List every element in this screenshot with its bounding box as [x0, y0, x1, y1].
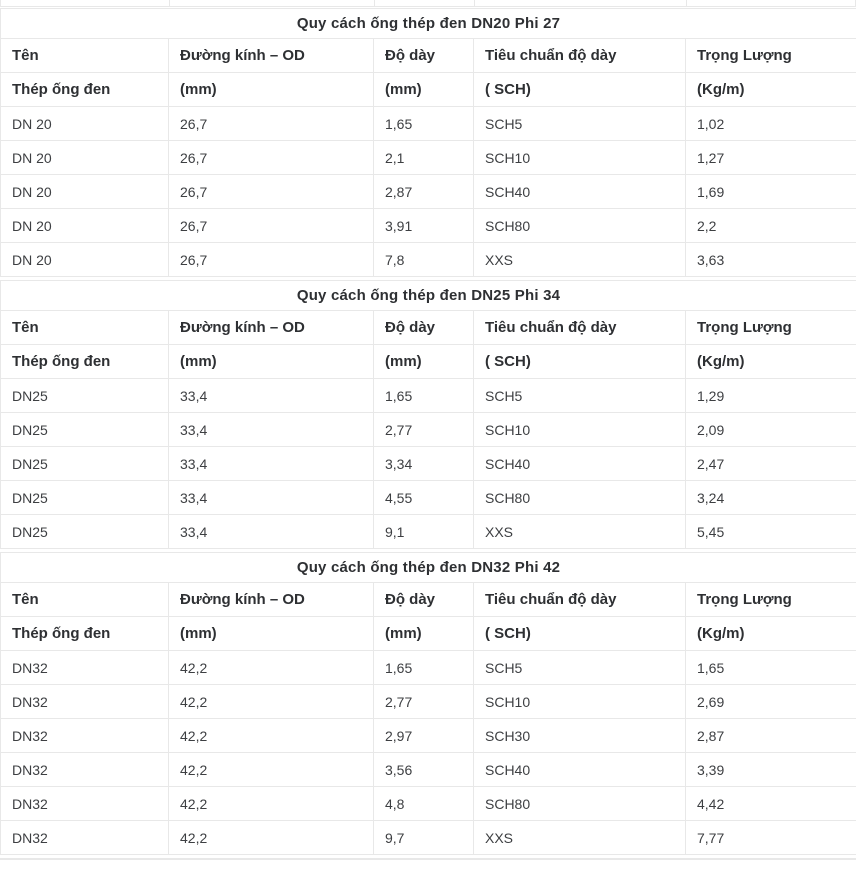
cell: 42,2	[169, 685, 374, 719]
units-header: (mm)	[374, 345, 474, 379]
cell: DN 20	[1, 175, 169, 209]
spec-table-body	[1, 9, 856, 277]
cell: DN 20	[1, 141, 169, 175]
column-header: Tên	[1, 583, 169, 617]
cell: 1,29	[686, 379, 856, 413]
table-title-row	[1, 9, 856, 39]
cell: 1,65	[686, 651, 856, 685]
cell: DN25	[1, 481, 169, 515]
cell: 33,4	[169, 481, 374, 515]
cutoff-cell	[374, 0, 474, 6]
units-header: ( SCH)	[474, 617, 686, 651]
units-header: (Kg/m)	[686, 73, 856, 107]
cutoff-cell	[686, 0, 856, 6]
cell: 33,4	[169, 413, 374, 447]
cell: 9,1	[374, 515, 474, 549]
cell: 1,65	[374, 107, 474, 141]
column-header: Đường kính – OD	[169, 583, 374, 617]
cell: 2,87	[374, 175, 474, 209]
cell: SCH5	[474, 379, 686, 413]
cell: SCH40	[474, 447, 686, 481]
cell: 3,56	[374, 753, 474, 787]
column-header: Tên	[1, 39, 169, 73]
cell: 26,7	[169, 141, 374, 175]
cell: DN32	[1, 753, 169, 787]
cell: 33,4	[169, 515, 374, 549]
cutoff-row-bottom	[0, 858, 856, 864]
column-header: Đường kính – OD	[169, 311, 374, 345]
cell: DN32	[1, 787, 169, 821]
cell: SCH10	[474, 685, 686, 719]
cell: 42,2	[169, 719, 374, 753]
column-header: Tên	[1, 311, 169, 345]
cell: 42,2	[169, 753, 374, 787]
cell: 42,2	[169, 651, 374, 685]
table-row	[1, 719, 856, 753]
cell: XXS	[474, 821, 686, 855]
column-header: Độ dày	[374, 583, 474, 617]
table-row	[1, 651, 856, 685]
units-header: (Kg/m)	[686, 617, 856, 651]
cell: SCH5	[474, 107, 686, 141]
cell: DN32	[1, 685, 169, 719]
table-header-row	[1, 583, 856, 617]
cell: DN 20	[1, 243, 169, 277]
cell: 1,02	[686, 107, 856, 141]
units-header: ( SCH)	[474, 345, 686, 379]
cell: 3,39	[686, 753, 856, 787]
cutoff-cell	[1, 0, 169, 6]
table-row	[1, 413, 856, 447]
cell: 42,2	[169, 787, 374, 821]
table-title-row	[1, 553, 856, 583]
table-row	[1, 481, 856, 515]
cell: 26,7	[169, 107, 374, 141]
table-row	[1, 787, 856, 821]
table-units-row	[1, 73, 856, 107]
table-row	[1, 515, 856, 549]
table-row	[1, 107, 856, 141]
cell: 2,47	[686, 447, 856, 481]
cell: DN32	[1, 821, 169, 855]
units-header: (Kg/m)	[686, 345, 856, 379]
cell: 2,77	[374, 413, 474, 447]
cell: DN32	[1, 719, 169, 753]
units-header: (mm)	[169, 345, 374, 379]
cutoff-cell	[169, 0, 374, 6]
column-header: Độ dày	[374, 311, 474, 345]
column-header: Trọng Lượng	[686, 39, 856, 73]
cell: 1,65	[374, 379, 474, 413]
cell: 3,91	[374, 209, 474, 243]
cell: 1,65	[374, 651, 474, 685]
cell: SCH40	[474, 175, 686, 209]
cell: SCH80	[474, 481, 686, 515]
units-header: ( SCH)	[474, 73, 686, 107]
units-header: (mm)	[169, 73, 374, 107]
cell: DN25	[1, 447, 169, 481]
cell: 2,87	[686, 719, 856, 753]
cell: SCH10	[474, 141, 686, 175]
cell: 26,7	[169, 209, 374, 243]
units-header: (mm)	[169, 617, 374, 651]
table-units-row	[1, 345, 856, 379]
table-row	[1, 243, 856, 277]
cell: 1,27	[686, 141, 856, 175]
units-header: Thép ống đen	[1, 73, 169, 107]
cell: DN25	[1, 379, 169, 413]
cell: 4,8	[374, 787, 474, 821]
cell: DN 20	[1, 209, 169, 243]
units-header: Thép ống đen	[1, 345, 169, 379]
cell: 2,2	[686, 209, 856, 243]
spec-table-dn25	[0, 280, 856, 549]
column-header: Tiêu chuẩn độ dày	[474, 39, 686, 73]
table-row	[1, 447, 856, 481]
cell: 2,69	[686, 685, 856, 719]
cell: 26,7	[169, 175, 374, 209]
spec-table-dn32	[0, 552, 856, 855]
cell: 3,34	[374, 447, 474, 481]
cell: XXS	[474, 243, 686, 277]
cell: SCH40	[474, 753, 686, 787]
table-header-row	[1, 311, 856, 345]
spec-table-dn20	[0, 8, 856, 277]
cell: 4,55	[374, 481, 474, 515]
cell: DN32	[1, 651, 169, 685]
table-header-row	[1, 39, 856, 73]
cutoff-cell	[474, 0, 686, 6]
cell: SCH80	[474, 787, 686, 821]
cell: 3,63	[686, 243, 856, 277]
column-header: Tiêu chuẩn độ dày	[474, 311, 686, 345]
cell: 9,7	[374, 821, 474, 855]
cell: 33,4	[169, 447, 374, 481]
cell: 2,97	[374, 719, 474, 753]
units-header: Thép ống đen	[1, 617, 169, 651]
cell: DN25	[1, 413, 169, 447]
spec-table-body	[1, 281, 856, 549]
table-title: Quy cách ống thép đen DN25 Phi 34	[1, 281, 856, 311]
table-units-row	[1, 617, 856, 651]
table-title: Quy cách ống thép đen DN32 Phi 42	[1, 553, 856, 583]
cell: SCH30	[474, 719, 686, 753]
units-header: (mm)	[374, 617, 474, 651]
cell: 2,1	[374, 141, 474, 175]
column-header: Trọng Lượng	[686, 583, 856, 617]
cell: 1,69	[686, 175, 856, 209]
spec-table-body	[1, 553, 856, 855]
table-title-row	[1, 281, 856, 311]
cell: 7,8	[374, 243, 474, 277]
table-row	[1, 685, 856, 719]
table-title: Quy cách ống thép đen DN20 Phi 27	[1, 9, 856, 39]
cell: 33,4	[169, 379, 374, 413]
cell: XXS	[474, 515, 686, 549]
table-row	[1, 209, 856, 243]
cell: DN 20	[1, 107, 169, 141]
table-row	[1, 175, 856, 209]
cell: DN25	[1, 515, 169, 549]
table-row	[1, 821, 856, 855]
column-header: Độ dày	[374, 39, 474, 73]
cell: 26,7	[169, 243, 374, 277]
units-header: (mm)	[374, 73, 474, 107]
table-row	[1, 379, 856, 413]
cell: SCH5	[474, 651, 686, 685]
cell: 4,42	[686, 787, 856, 821]
cell: 3,24	[686, 481, 856, 515]
cell: 5,45	[686, 515, 856, 549]
cell: 2,09	[686, 413, 856, 447]
column-header: Trọng Lượng	[686, 311, 856, 345]
column-header: Đường kính – OD	[169, 39, 374, 73]
cell: SCH80	[474, 209, 686, 243]
column-header: Tiêu chuẩn độ dày	[474, 583, 686, 617]
table-row	[1, 753, 856, 787]
cell: 42,2	[169, 821, 374, 855]
table-row	[1, 141, 856, 175]
cutoff-row-top	[0, 0, 856, 7]
cell: SCH10	[474, 413, 686, 447]
cell: 2,77	[374, 685, 474, 719]
cell: 7,77	[686, 821, 856, 855]
